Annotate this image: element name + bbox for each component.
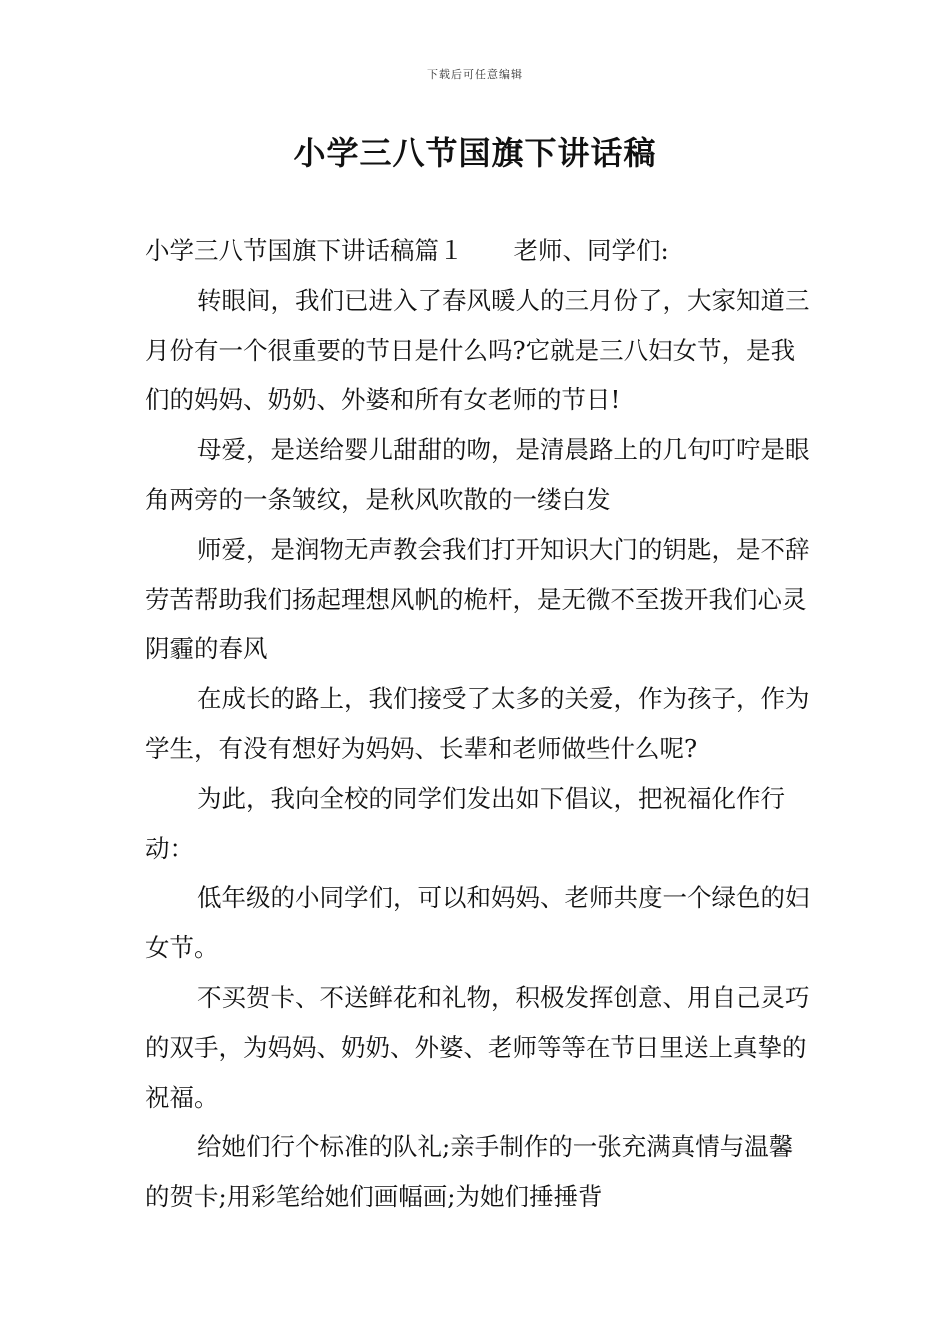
paragraph-8: 给她们行个标准的队礼;亲手制作的一张充满真情与温馨的贺卡;用彩笔给她们画幅画;为她们捶捶背 [145,1132,794,1212]
paragraph-3: 师爱，是润物无声教会我们打开知识大门的钥匙，是不辞劳苦帮助我们扬起理想风帆的桅杆，是无微不至拨开我们心灵阴霾的春风 [145,534,810,664]
salutation: 老师、同学们: [513,236,669,265]
paragraph-7: 不买贺卡、不送鲜花和礼物，积极发挥创意、用自己灵巧的双手，为妈妈、奶奶、外婆、老师等等在节日里送上真挚的祝福。 [145,982,810,1112]
paragraph-4: 在成长的路上，我们接受了太多的关爱，作为孩子，作为学生，有没有想好为妈妈、长辈和老师做些什么呢? [145,684,810,763]
opening-line [145,226,815,276]
document-body [145,226,815,1222]
section-subtitle: 小学三八节国旗下讲话稿篇１ [145,236,464,265]
paragraph-5: 为此，我向全校的同学们发出如下倡议，把祝福化作行动： [145,783,785,863]
paragraph-1: 转眼间，我们已进入了春风暖人的三月份了，大家知道三月份有一个很重要的节日是什么吗?它就是三八妇女节，是我们的妈妈、奶奶、外婆和所有女老师的节日! [145,285,810,415]
paragraph-6: 低年级的小同学们，可以和妈妈、老师共度一个绿色的妇女节。 [145,883,810,963]
page-title: 小学三八节国旗下讲话稿 [293,134,657,172]
paragraph-2: 母爱，是送给婴儿甜甜的吻，是清晨路上的几句叮咛是眼角两旁的一条皱纹，是秋风吹散的一缕白发 [145,435,810,514]
header-note: 下载后可任意编辑 [427,68,523,81]
